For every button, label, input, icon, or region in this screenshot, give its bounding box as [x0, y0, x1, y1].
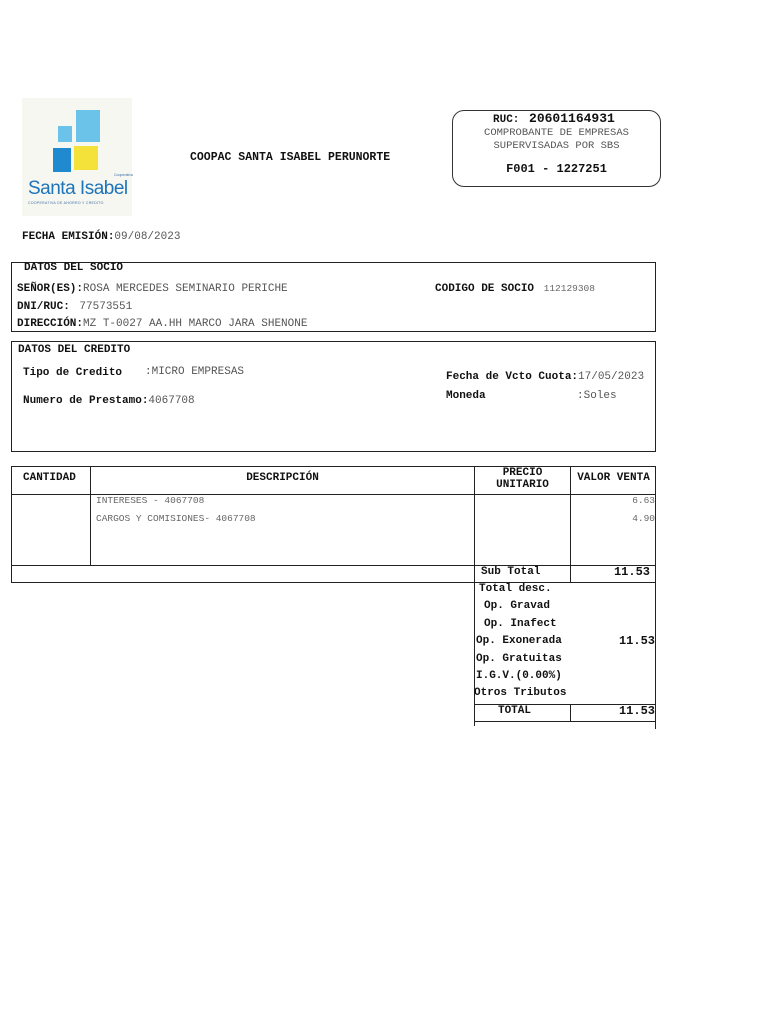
- loan-number-value: 4067708: [148, 395, 195, 407]
- member-code-label: CODIGO DE SOCIO: [435, 283, 535, 295]
- col-header-quantity: CANTIDAD: [23, 472, 76, 484]
- credit-section-title: DATOS DEL CREDITO: [18, 344, 131, 356]
- col-header-sale-value: VALOR VENTA: [577, 472, 650, 484]
- igv-label: I.G.V.(0.00%): [476, 670, 562, 682]
- company-name: COOPAC SANTA ISABEL PERUNORTE: [190, 151, 391, 164]
- member-code-row: [435, 278, 595, 296]
- total-value: 11.53: [618, 704, 655, 718]
- issue-date-label: FECHA EMISIÓN:: [22, 231, 115, 243]
- member-code-value: 112129308: [543, 283, 595, 294]
- member-address-row: [17, 313, 307, 331]
- member-section-title: DATOS DEL SOCIO: [24, 262, 124, 274]
- loan-number-row: [23, 390, 195, 408]
- currency-value: :Soles: [577, 390, 617, 402]
- col-header-description: DESCRIPCIÓN: [246, 472, 319, 484]
- member-address-value: MZ T-0027 AA.HH MARCO JARA SHENONE: [83, 318, 308, 330]
- logo-small-text: Cooperativa: [114, 173, 133, 177]
- loan-number-label: Numero de Prestamo:: [23, 395, 149, 407]
- exempt-ops-label: Op. Exonerada: [476, 635, 562, 647]
- item-value: 6.63: [632, 495, 655, 506]
- item-description: INTERESES - 4067708: [96, 495, 205, 506]
- subtotal-row: [11, 565, 656, 583]
- free-ops-label: Op. Gratuitas: [476, 653, 562, 665]
- member-dni-label: DNI/RUC:: [17, 301, 70, 313]
- logo-tagline: COOPERATIVA DE AHORRO Y CREDITO: [28, 201, 104, 205]
- ruc-box: [452, 110, 661, 187]
- credit-type-label: Tipo de Credito: [23, 367, 123, 379]
- member-dni-row: [17, 296, 132, 314]
- item-value: 4.90: [632, 513, 655, 524]
- taxed-ops-label: Op. Gravad: [484, 600, 551, 612]
- total-label: TOTAL: [497, 705, 531, 717]
- member-name-label: SEÑOR(ES):: [17, 283, 84, 295]
- currency-label: Moneda: [446, 390, 486, 402]
- unaffected-ops-label: Op. Inafect: [484, 618, 557, 630]
- member-name-value: ROSA MERCEDES SEMINARIO PERICHE: [83, 283, 288, 295]
- due-date-row: [446, 366, 644, 384]
- exempt-ops-value: 11.53: [618, 634, 655, 648]
- logo-square-light-blue-small: [58, 126, 72, 142]
- member-dni-value: 77573551: [79, 301, 133, 313]
- total-row-bottom: [474, 721, 656, 722]
- total-discount-label: Total desc.: [479, 583, 552, 595]
- company-logo: [22, 98, 132, 216]
- ruc-label: RUC:: [493, 114, 520, 126]
- ruc-line-2: SUPERVISADAS POR SBS: [493, 140, 620, 152]
- logo-square-light-blue: [76, 110, 100, 142]
- due-date-value: 17/05/2023: [578, 371, 645, 383]
- item-description: CARGOS Y COMISIONES- 4067708: [96, 513, 256, 524]
- issue-date: [22, 226, 180, 244]
- logo-brand-text: Santa Isabel: [28, 178, 128, 199]
- subtotal-value: 11.53: [613, 565, 650, 579]
- invoice-series: F001 - 1227251: [506, 162, 607, 176]
- other-taxes-label: Otros Tributos: [474, 687, 567, 699]
- member-name-row: [17, 278, 288, 296]
- subtotal-label: Sub Total: [481, 566, 541, 578]
- member-address-label: DIRECCIÓN:: [17, 318, 84, 330]
- ruc-line-1: COMPROBANTE DE EMPRESAS: [484, 127, 629, 139]
- logo-square-yellow: [74, 146, 98, 170]
- ruc-number: 20601164931: [529, 111, 615, 126]
- due-date-label: Fecha de Vcto Cuota:: [446, 371, 579, 383]
- credit-type-value: :MICRO EMPRESAS: [145, 366, 245, 378]
- totals-right-border: [655, 583, 656, 729]
- col-header-unit-price-1: PRECIO: [502, 467, 543, 479]
- col-header-unit-price-2: UNITARIO: [496, 479, 549, 491]
- logo-square-blue: [53, 148, 71, 172]
- issue-date-value: 09/08/2023: [114, 231, 181, 243]
- totals-left-border: [474, 565, 475, 726]
